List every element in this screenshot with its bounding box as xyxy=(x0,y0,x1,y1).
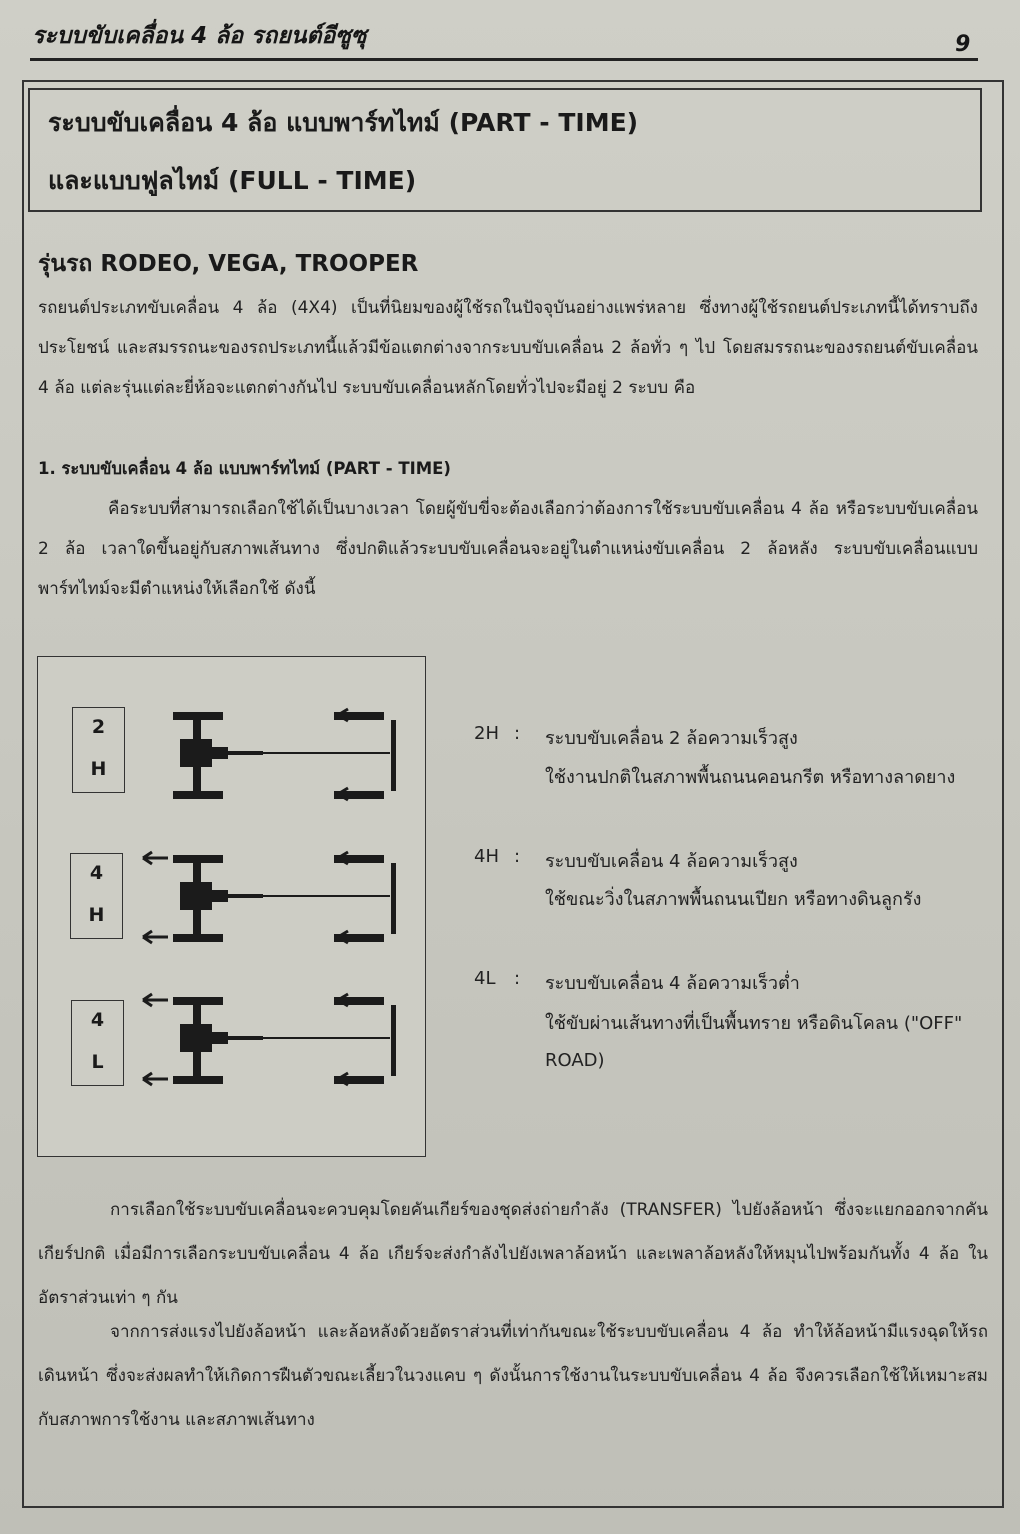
legend-4l-line-1: ระบบขับเคลื่อน 4 ล้อความเร็วต่ำ xyxy=(545,973,800,994)
mode-box-number: 2 xyxy=(91,716,106,738)
front-left-arrow-icon xyxy=(143,852,168,864)
front-left-wheel xyxy=(173,712,223,720)
rear-axle xyxy=(391,863,396,934)
mode-box-range: H xyxy=(90,758,107,780)
rear-axle xyxy=(391,720,396,791)
front-left-wheel xyxy=(173,855,223,863)
legend-colon: : xyxy=(514,846,521,867)
front-right-wheel xyxy=(173,934,223,942)
page-number: 9 xyxy=(955,32,971,57)
mode-box-range: L xyxy=(91,1051,104,1073)
legend-2h-line-2: ใช้งานปกติในสภาพพื้นถนนคอนกรีต หรือทางลาดยาง xyxy=(545,767,956,788)
front-right-arrow-icon xyxy=(143,931,168,943)
legend-4l-line-3: ROAD) xyxy=(545,1050,605,1071)
ratio-paragraph: จากการส่งแรงไปยังล้อหน้า และล้อหลังด้วยอัตราส่วนที่เท่ากันขณะใช้ระบบขับเคลื่อน 4 ล้อ ทำให้ล้อหน้ามีแรงฉุดให้รถเดินหน้า ซึ่งจะส่งผลทำให้เกิดการฝืนตัวขณะเลี้ยวในวงแคบ ๆ ดังนั้นการใช้งานในระบบขับเคลื่อน 4 ล้อ จึงควรเลือกใช้ให้เหมาะสมกับสภาพการใช้งาน และสภาพเส้นทาง xyxy=(38,1322,988,1430)
propeller-shaft xyxy=(228,1036,263,1040)
mode-box-range: H xyxy=(88,904,105,926)
transfer-case xyxy=(212,747,228,759)
intro-paragraph: รถยนต์ประเภทขับเคลื่อน 4 ล้อ (4X4) เป็นที่นิยมของผู้ใช้รถในปัจจุบันอย่างแพร่หลาย ซึ่งทางผู้ใช้รถยนต์ประเภทนี้ได้ทราบถึงประโยชน์ และสมรรถนะของรถประเภทนี้แล้วมีข้อแตกต่างจากระบบขับเคลื่อน 2 ล้อทั่ว ๆ ไป โดยสมรรถนะของรถยนต์ขับเคลื่อน 4 ล้อ แต่ละรุ่นแต่ละยี่ห้อจะแตกต่างกันไป ระบบขับเคลื่อนหลักโดยทั่วไปจะมีอยู่ 2 ระบบ คือ xyxy=(38,298,978,398)
legend-code-4h: 4H xyxy=(474,846,499,867)
chassis-4h xyxy=(138,840,398,950)
engine-gearbox xyxy=(180,1024,212,1052)
legend-colon: : xyxy=(514,723,521,744)
mode-box-4h xyxy=(70,853,123,939)
header-rule xyxy=(30,58,978,61)
section-title-line-2: และแบบฟูลไทม์ (FULL - TIME) xyxy=(48,166,417,195)
front-left-arrow-icon xyxy=(143,994,168,1006)
propeller-shaft xyxy=(228,894,263,898)
mode-box-4l xyxy=(71,1000,124,1086)
legend-code-2h: 2H xyxy=(474,723,499,744)
transfer-case xyxy=(212,1032,228,1044)
model-heading: รุ่นรถ RODEO, VEGA, TROOPER xyxy=(38,251,419,277)
running-header-title: ระบบขับเคลื่อน 4 ล้อ รถยนต์อีซูซุ xyxy=(32,23,367,49)
mode-box-2h xyxy=(72,707,125,793)
legend-4h-line-2: ใช้ขณะวิ่งในสภาพพื้นถนนเปียก หรือทางดินลูกรัง xyxy=(545,889,922,910)
legend-4l-line-2: ใช้ขับผ่านเส้นทางที่เป็นพื้นทราย หรือดินโคลน ("OFF" xyxy=(545,1013,963,1034)
front-right-wheel xyxy=(173,1076,223,1084)
propeller-shaft xyxy=(228,751,263,755)
legend-colon: : xyxy=(514,968,521,989)
engine-gearbox xyxy=(180,882,212,910)
mode-box-number: 4 xyxy=(89,862,104,884)
front-left-wheel xyxy=(173,997,223,1005)
transfer-paragraph: การเลือกใช้ระบบขับเคลื่อนจะควบคุมโดยคันเกียร์ของชุดส่งถ่ายกำลัง (TRANSFER) ไปยังล้อหน้า ซึ่งจะแยกออกจากคันเกียร์ปกติ เมื่อมีการเลือกระบบขับเคลื่อน 4 ล้อ เกียร์จะส่งกำลังไปยังเพลาล้อหน้า และเพลาล้อหลังให้หมุนไปพร้อมกันทั้ง 4 ล้อ ในอัตราส่วนเท่า ๆ กัน xyxy=(38,1200,988,1308)
drive-mode-diagram xyxy=(37,656,426,1157)
part-time-heading: 1. ระบบขับเคลื่อน 4 ล้อ แบบพาร์ทไทม์ (PART - TIME) xyxy=(38,459,451,478)
legend-2h-line-1: ระบบขับเคลื่อน 2 ล้อความเร็วสูง xyxy=(545,728,798,749)
front-right-wheel xyxy=(173,791,223,799)
front-right-arrow-icon xyxy=(143,1073,168,1085)
engine-gearbox xyxy=(180,739,212,767)
chassis-4l xyxy=(138,982,398,1092)
part-time-paragraph: คือระบบที่สามารถเลือกใช้ได้เป็นบางเวลา โดยผู้ขับขี่จะต้องเลือกว่าต้องการใช้ระบบขับเคลื่อน 4 ล้อ หรือระบบขับเคลื่อน 2 ล้อ เวลาใดขึ้นอยู่กับสภาพเส้นทาง ซึ่งปกติแล้วระบบขับเคลื่อนจะอยู่ในตำแหน่งขับเคลื่อน 2 ล้อหลัง ระบบขับเคลื่อนแบบพาร์ทไทม์จะมีตำแหน่งให้เลือกใช้ ดังนี้ xyxy=(38,499,978,599)
transfer-case xyxy=(212,890,228,902)
mode-box-number: 4 xyxy=(90,1009,105,1031)
section-title-line-1: ระบบขับเคลื่อน 4 ล้อ แบบพาร์ทไทม์ (PART - TIME) xyxy=(48,108,639,137)
legend-4h-line-1: ระบบขับเคลื่อน 4 ล้อความเร็วสูง xyxy=(545,851,798,872)
rear-axle xyxy=(391,1005,396,1076)
chassis-2h xyxy=(138,697,398,807)
legend-code-4l: 4L xyxy=(474,968,496,989)
